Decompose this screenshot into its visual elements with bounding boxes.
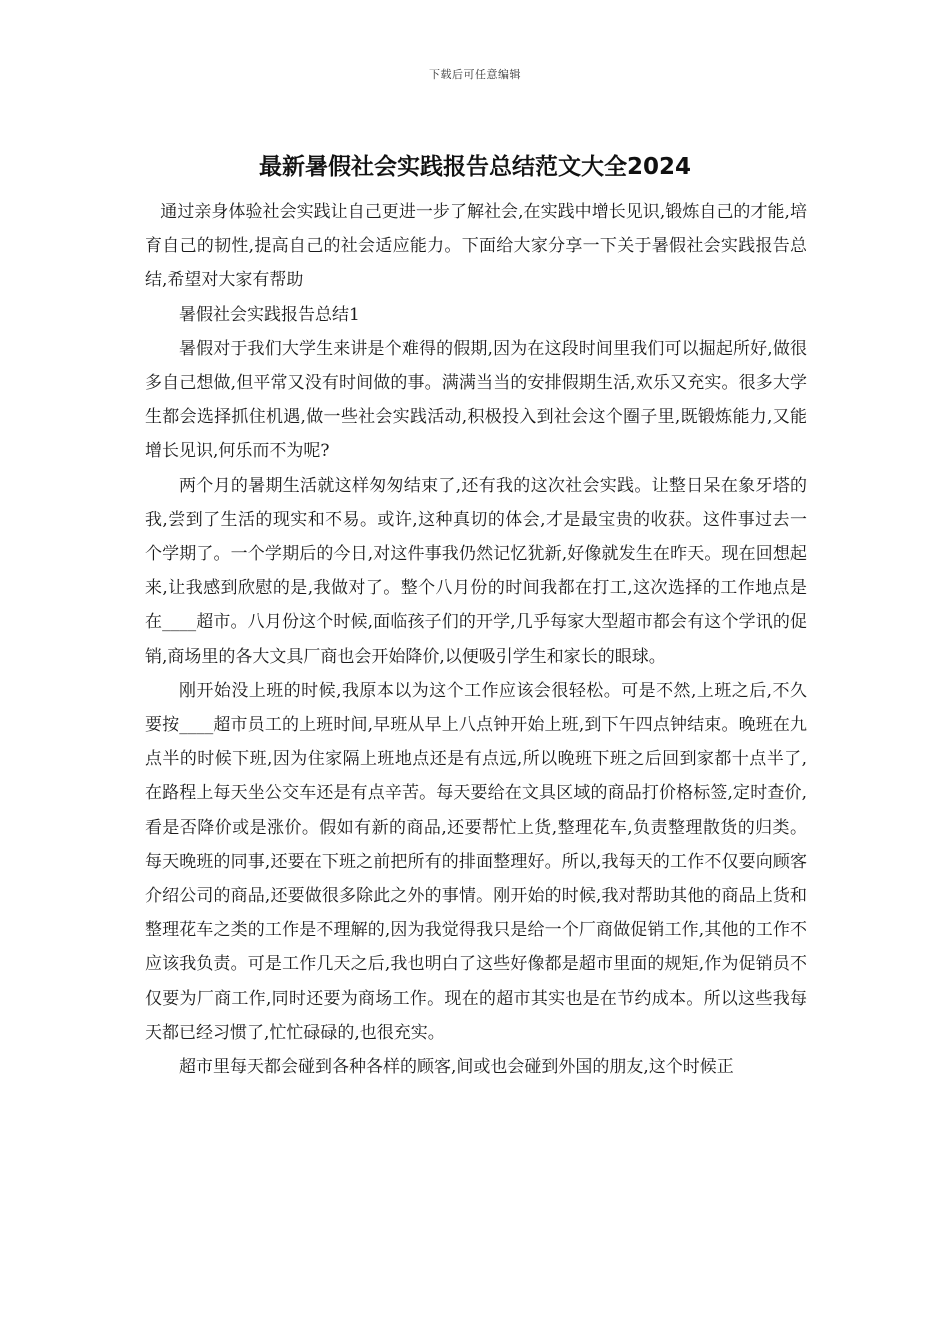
body-paragraph: 两个月的暑期生活就这样匆匆结束了,还有我的这次社会实践。让整日呆在象牙塔的我,尝到了生活的现实和不易。或许,这种真切的体会,才是最宝贵的收获。这件事过去一个学期了。一个学期后的今日,对这件事我仍然记忆犹新,好像就发生在昨天。现在回想起来,让我感到欣慰的是,我做对了。整个八月份的时间我都在打工,这次选择的工作地点是在____超市。八月份这个时候,面临孩子们的开学,几乎每家大型超市都会有这个学讯的促销,商场里的各大文具厂商也会开始降价,以便吸引学生和家长的眼球。 [145,475,807,667]
body-paragraph: 暑假对于我们大学生来讲是个难得的假期,因为在这段时间里我们可以掘起所好,做很多自己想做,但平常又没有时间做的事。满满当当的安排假期生活,欢乐又充实。很多大学生都会选择抓住机遇,做一些社会实践活动,积极投入到社会这个圈子里,既锻炼能力,又能增长见识,何乐而不为呢? [145,338,807,462]
header-note: 下载后可任意编辑 [429,68,521,81]
body-paragraph: 刚开始没上班的时候,我原本以为这个工作应该会很轻松。可是不然,上班之后,不久要按____超市员工的上班时间,早班从早上八点钟开始上班,到下午四点钟结束。晚班在九点半的时候下班,因为住家隔上班地点还是有点远,所以晚班下班之后回到家都十点半了,在路程上每天坐公交车还是有点辛苦。每天要给在文具区域的商品打价格标签,定时查价,看是否降价或是涨价。假如有新的商品,还要帮忙上货,整理花车,负责整理散货的归类。每天晚班的同事,还要在下班之前把所有的排面整理好。所以,我每天的工作不仅要向顾客介绍公司的商品,还要做很多除此之外的事情。刚开始的时候,我对帮助其他的商品上货和整理花车之类的工作是不理解的,因为我觉得我只是给一个厂商做促销工作,其他的工作不应该我负责。可是工作几天之后,我也明白了这些好像都是超市里面的规矩,作为促销员不仅要为厂商工作,同时还要为商场工作。现在的超市其实也是在节约成本。所以这些我每天都已经习惯了,忙忙碌碌的,也很充实。 [145,680,807,1043]
intro-paragraph: 通过亲身体验社会实践让自己更进一步了解社会,在实践中增长见识,锻炼自己的才能,培育自己的韧性,提高自己的社会适应能力。下面给大家分享一下关于暑假社会实践报告总结,希望对大家有帮助 [145,202,807,291]
document-body [145,195,807,1084]
body-paragraph: 超市里每天都会碰到各种各样的顾客,间或也会碰到外国的朋友,这个时候正 [179,1057,734,1078]
section-heading: 暑假社会实践报告总结1 [179,304,360,325]
document-title: 最新暑假社会实践报告总结范文大全2024 [258,154,691,180]
